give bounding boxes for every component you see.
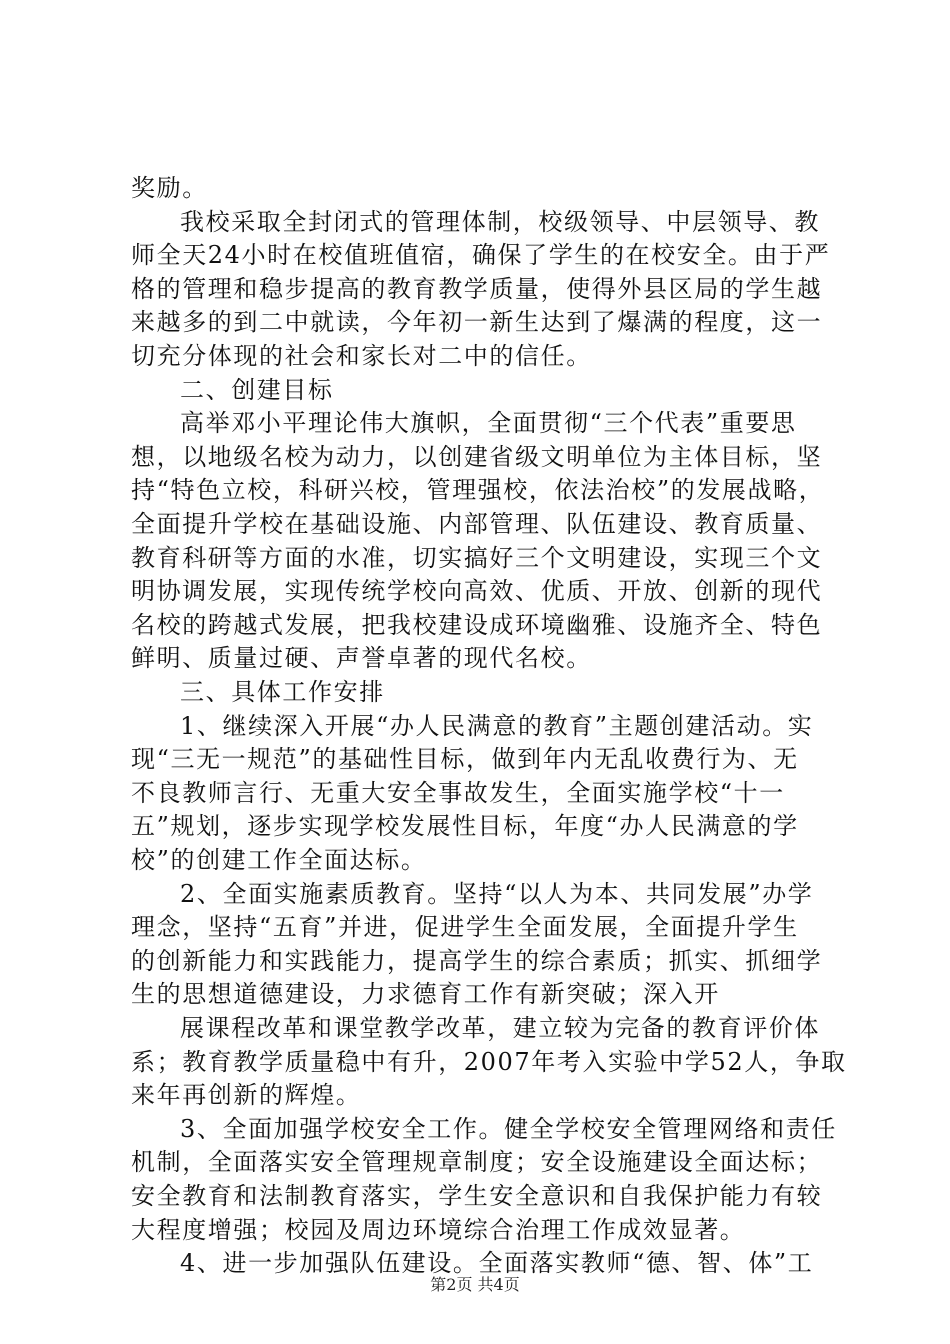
text-line: 系；教育教学质量稳中有升，2007年考入实验中学52人，争取 bbox=[131, 1048, 847, 1076]
text-line: 来年再创新的辉煌。 bbox=[131, 1081, 362, 1109]
text-line: 校”的创建工作全面达标。 bbox=[131, 846, 427, 874]
text-line: 3、全面加强学校安全工作。健全学校安全管理网络和责任 bbox=[180, 1115, 837, 1143]
text-line: 高举邓小平理论伟大旗帜，全面贯彻“三个代表”重要思 bbox=[180, 409, 797, 437]
section-heading: 二、创建目标 bbox=[180, 376, 334, 404]
text-line: 展课程改革和课堂教学改革，建立较为完备的教育评价体 bbox=[180, 1014, 820, 1042]
text-line: 来越多的到二中就读，今年初一新生达到了爆满的程度，这一 bbox=[131, 308, 823, 336]
text-line: 五”规划，逐步实现学校发展性目标，年度“办人民满意的学 bbox=[131, 812, 799, 840]
text-line: 师全天24小时在校值班值宿，确保了学生的在校安全。由于严 bbox=[131, 241, 831, 269]
text-line: 名校的跨越式发展，把我校建设成环境幽雅、设施齐全、特色 bbox=[131, 611, 823, 639]
text-line: 1、继续深入开展“办人民满意的教育”主题创建活动。实 bbox=[180, 712, 814, 740]
section-heading: 三、具体工作安排 bbox=[180, 678, 385, 706]
text-line: 切充分体现的社会和家长对二中的信任。 bbox=[131, 342, 592, 370]
text-line: 持“特色立校，科研兴校，管理强校，依法治校”的发展战略， bbox=[131, 476, 825, 504]
page-number-footer: 第2页 共4页 bbox=[430, 1275, 520, 1294]
text-line: 格的管理和稳步提高的教育教学质量，使得外县区局的学生越 bbox=[131, 275, 823, 303]
text-line: 不良教师言行、无重大安全事故发生，全面实施学校“十一 bbox=[131, 779, 785, 807]
text-line: 现“三无一规范”的基础性目标，做到年内无乱收费行为、无 bbox=[131, 745, 799, 773]
text-line: 4、进一步加强队伍建设。全面落实教师“德、智、体”工 bbox=[180, 1249, 814, 1277]
text-line: 理念，坚持“五育”并进，促进学生全面发展，全面提升学生 bbox=[131, 913, 799, 941]
text-line: 教育科研等方面的水准，切实搞好三个文明建设，实现三个文 bbox=[131, 544, 823, 572]
text-line: 全面提升学校在基础设施、内部管理、队伍建设、教育质量、 bbox=[131, 510, 823, 538]
text-line: 的创新能力和实践能力，提高学生的综合素质；抓实、抓细学 bbox=[131, 947, 823, 975]
text-line: 2、全面实施素质教育。坚持“以人为本、共同发展”办学 bbox=[180, 880, 814, 908]
text-line: 鲜明、质量过硬、声誉卓著的现代名校。 bbox=[131, 644, 592, 672]
text-line: 明协调发展，实现传统学校向高效、优质、开放、创新的现代 bbox=[131, 577, 823, 605]
text-line: 机制，全面落实安全管理规章制度；安全设施建设全面达标； bbox=[131, 1148, 823, 1176]
text-line: 想，以地级名校为动力，以创建省级文明单位为主体目标，坚 bbox=[131, 443, 823, 471]
text-line: 生的思想道德建设，力求德育工作有新突破；深入开 bbox=[131, 980, 720, 1008]
text-line: 奖励。 bbox=[131, 174, 208, 202]
text-line: 大程度增强；校园及周边环境综合治理工作成效显著。 bbox=[131, 1216, 746, 1244]
text-line: 安全教育和法制教育落实，学生安全意识和自我保护能力有较 bbox=[131, 1182, 823, 1210]
text-line: 我校采取全封闭式的管理体制，校级领导、中层领导、教 bbox=[180, 208, 820, 236]
